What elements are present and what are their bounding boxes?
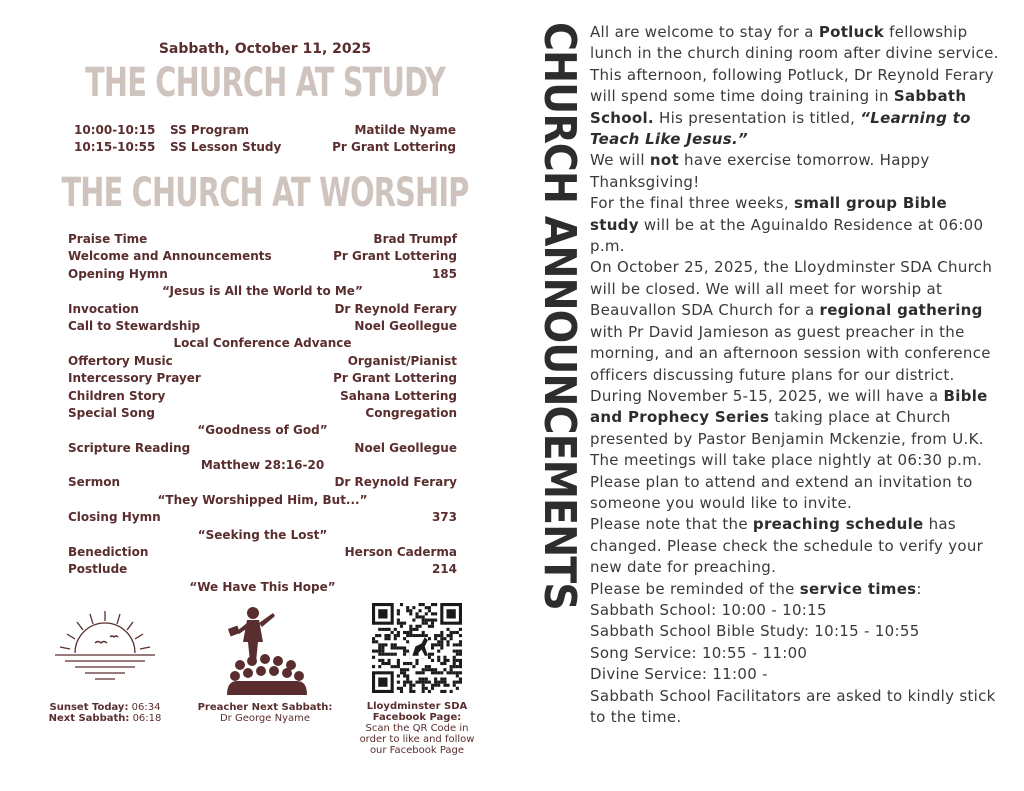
worship-order-leader: Brad Trumpf [373,232,457,246]
announcement-item: All are welcome to stay for a Potluck fellowship lunch in the church dining room after divine service. [590,23,999,63]
study-title: THE CHURCH AT STUDY [85,60,445,106]
announcement-item: On October 25, 2025, the Lloydminster SDA Church will be closed. We will all meet for worship at Beauvallon SDA Church for a regional gathering with Pr David Jamieson as guest preacher in the morning, and an afternoon session with conference officers discussing future plans for our district. [590,258,993,384]
study-leader: Pr Grant Lottering [332,140,456,154]
worship-title: THE CHURCH AT WORSHIP [61,170,469,216]
worship-order-row [68,336,457,353]
service-time: Song Service: 10:55 - 11:00 [590,643,808,662]
worship-order-leader: Pr Grant Lottering [333,249,457,264]
worship-order-leader: Noel Geollegue [354,440,457,455]
sunset-today-value: 06:34 [131,702,161,713]
worship-order-note: “We Have This Hope” [189,579,336,594]
worship-order-item: Welcome and Announcements [68,249,272,264]
announcement-item: Please be reminded of the service times: [590,579,922,598]
worship-order-row [68,580,457,597]
worship-order-row [68,475,457,492]
worship-order-note: Matthew 28:16-20 [200,458,325,473]
worship-order-note: “Seeking the Lost” [197,527,328,542]
sunset-today-label: Sunset Today: [49,702,129,713]
worship-order-leader: 373 [431,510,457,525]
worship-order-row [68,458,457,475]
worship-order-leader: 185 [431,266,457,281]
preacher-name: Dr George Nyame [219,713,311,724]
announcements-title-wrap [534,22,585,610]
worship-order-item: Praise Time [68,232,148,246]
facebook-note-line: our Facebook Page [369,745,465,756]
worship-order-item: Invocation [68,301,139,316]
facebook-note-line: Scan the QR Code in [365,723,469,734]
sunset-block [40,603,170,724]
announcement-item: We will not have exercise tomorrow. Happy Thanksgiving! [590,151,930,191]
worship-order-row [68,389,457,406]
service-time: Sabbath School Bible Study: 10:15 - 10:55 [590,622,920,641]
study-item: SS Lesson Study [170,140,282,154]
preacher-label: Preacher Next Sabbath: [197,702,333,713]
worship-order-row [68,423,457,440]
study-time: 10:00-10:15 [74,123,156,137]
worship-order-row [68,284,457,301]
worship-order-note: Local Conference Advance [173,336,352,351]
worship-order-leader: Dr Reynold Ferary [334,301,457,316]
worship-order-item: Call to Stewardship [68,318,201,333]
worship-order-leader: Dr Reynold Ferary [334,475,457,490]
worship-order-list [68,232,457,597]
worship-order-row [68,371,457,388]
announcement-item: This afternoon, following Potluck, Dr Reynold Ferary will spend some time doing training in Sabbath School. His presentation is titled, “Learning to Teach Like Jesus.” [590,65,994,149]
worship-order-leader: Herson Caderma [344,545,457,560]
worship-order-note: “Jesus is All the World to Me” [162,284,363,299]
worship-order-item: Sermon [68,475,120,490]
worship-order-row [68,493,457,510]
worship-order-leader: Organist/Pianist [347,353,457,368]
sunset-icon [50,603,160,698]
worship-order-leader: 214 [431,562,457,577]
worship-order-note: “They Worshipped Him, But...” [157,492,368,507]
worship-order-row [68,562,457,579]
announcement-item: For the final three weeks, small group Bible study will be at the Aguinaldo Residence at 06:00 p.m. [590,194,984,256]
worship-order-item: Special Song [68,405,156,420]
worship-order-row [68,319,457,336]
study-item: SS Program [170,123,249,137]
worship-order-row [68,406,457,423]
worship-order-row [68,441,457,458]
worship-order-item: Postlude [68,562,128,577]
worship-order-item: Scripture Reading [68,440,191,455]
next-sabbath-label: Next Sabbath: [48,713,130,724]
facebook-subtitle: Facebook Page: [372,712,462,723]
next-sabbath-value: 06:18 [132,713,162,724]
announcement-item: During November 5-15, 2025, we will have a Bible and Prophecy Series taking place at Church presented by Pastor Benjamin Mckenzie, from U.K. The meetings will take place nightly at 06:30 p.m. Please plan to attend and extend an invitation to someone you would like to invite. [590,386,988,512]
worship-order-row [68,510,457,527]
worship-order-leader: Pr Grant Lottering [333,371,457,386]
worship-order-row [68,249,457,266]
worship-order-item: Closing Hymn [68,510,161,525]
worship-order-row [68,354,457,371]
worship-order-row [68,232,457,249]
worship-order-row [68,267,457,284]
sabbath-date: Sabbath, October 11, 2025 [158,41,372,57]
study-time: 10:15-10:55 [74,140,156,154]
qr-code-icon[interactable] [372,603,462,693]
facebook-note-line: order to like and follow [359,734,475,745]
facebook-block [347,603,487,756]
preacher-icon [215,603,315,698]
service-time: Sabbath School: 10:00 - 10:15 [590,600,827,619]
worship-order-item: Offertory Music [68,353,173,368]
preacher-block [190,603,340,724]
facebook-title: Lloydminster SDA [366,701,468,712]
worship-order-leader: Congregation [365,405,457,420]
worship-order-leader: Noel Geollegue [354,318,457,333]
worship-order-item: Intercessory Prayer [68,371,201,386]
worship-order-item: Benediction [68,545,149,560]
service-time: Divine Service: 11:00 - [590,665,768,684]
worship-order-item: Opening Hymn [68,266,168,281]
announcement-closing: Sabbath School Facilitators are asked to kindly stick to the time. [590,686,996,726]
worship-order-note: “Goodness of God” [197,423,328,438]
study-leader: Matilde Nyame [354,123,456,137]
announcements-title: CHURCH ANNOUNCEMENTS [534,22,585,610]
worship-order-row [68,302,457,319]
worship-order-row [68,528,457,545]
worship-order-leader: Sahana Lottering [340,388,457,403]
announcements-body [590,22,1000,728]
announcement-item: Please note that the preaching schedule has changed. Please check the schedule to verify your new date for preaching. [590,515,984,577]
worship-order-row [68,545,457,562]
worship-order-item: Children Story [68,388,166,403]
